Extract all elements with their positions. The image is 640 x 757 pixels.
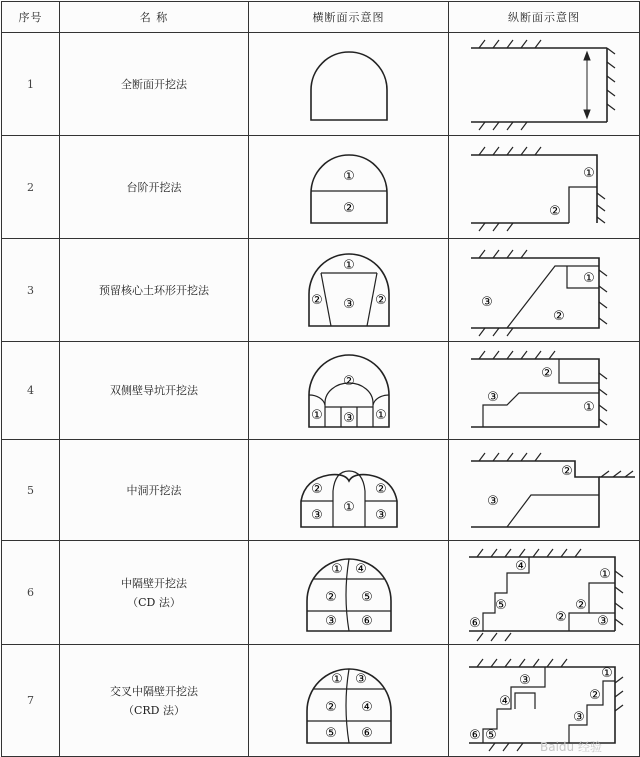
zone-mark: ⑤ [361,589,373,605]
longitudinal-cell [449,645,640,757]
rock-hatching [479,40,615,130]
cross-section-diagram [249,441,449,539]
method-name [60,342,249,440]
zone-mark: ④ [515,558,527,574]
longitudinal-cell [449,541,640,645]
row-num: 6 [2,541,60,645]
table-row [2,440,640,541]
full-face-outline [311,52,387,120]
zone-mark: ① [343,258,355,273]
table-row [2,342,640,440]
zone-mark: ② [561,464,573,479]
zone-mark: ③ [325,613,337,629]
rock-hatching [479,453,633,477]
row-num: 2 [2,136,60,239]
watermark: Baidu 经验 [540,739,602,754]
zone-mark: ⑤ [495,597,507,613]
zone-mark: ④ [499,693,511,709]
header-num: 序号 [2,2,60,33]
method-name-line: 中洞开挖法 [126,483,182,497]
zone-mark: ④ [361,699,373,715]
cross-section-diagram [249,34,449,134]
row-num: 5 [2,440,60,541]
zone-mark: ① [343,169,355,184]
zone-mark: ① [599,566,611,582]
zone-mark: ② [343,373,355,389]
zone-mark: ⑤ [325,725,337,741]
zone-mark: ② [311,293,323,308]
method-name [60,136,249,239]
zone-mark: ① [331,671,343,687]
method-name [60,239,249,342]
excavation-methods-table [1,1,640,757]
longitudinal-diagram [449,647,639,755]
row-num: 4 [2,342,60,440]
header-cross: 横断面示意图 [249,2,449,33]
zone-mark: ② [325,699,337,715]
method-name [60,645,249,757]
longitudinal-cell [449,342,640,440]
zone-mark: ⑥ [361,725,373,741]
zone-mark: ③ [487,494,499,509]
zone-mark: ① [343,500,355,515]
cross-section-diagram [249,343,449,439]
row-num: 1 [2,33,60,136]
zone-mark: ③ [573,709,585,725]
cross-section-cell [249,541,449,645]
table-row [2,33,640,136]
method-name [60,33,249,136]
method-name-line: 全断面开挖法 [121,77,187,91]
cross-section-cell [249,645,449,757]
longitudinal-diagram [449,543,639,643]
longitudinal-diagram [449,240,639,340]
method-name-abbr: （CD 法） [127,595,181,609]
zone-mark: ⑤ [485,727,497,743]
zone-mark: ② [555,609,567,625]
row-num: 3 [2,239,60,342]
zone-mark: ③ [487,389,499,405]
method-name [60,440,249,541]
cross-section-diagram [249,647,449,755]
zone-mark: ① [583,271,595,286]
method-name-line: 交叉中隔壁开挖法 [110,684,198,698]
zone-mark: ② [311,482,323,497]
zone-mark: ① [583,166,595,181]
cross-section-diagram [249,137,449,237]
zone-mark: ⑥ [361,613,373,629]
cross-section-cell [249,33,449,136]
header-row [2,2,640,33]
zone-mark: ② [575,597,587,613]
table-row [2,645,640,757]
longitudinal-cell [449,33,640,136]
zone-mark: ⑥ [469,615,481,631]
zone-mark: ③ [375,508,387,523]
zone-mark: ② [553,309,565,324]
zone-mark: ③ [311,508,323,523]
zone-mark: ① [375,407,387,423]
zone-mark: ② [375,293,387,308]
longitudinal-diagram [449,343,639,439]
header-name: 名 称 [60,2,249,33]
method-name-abbr: （CRD 法） [122,703,185,717]
cross-section-cell [249,239,449,342]
zone-mark: ① [311,407,323,423]
zone-mark: ⑥ [469,727,481,743]
longitudinal-diagram [449,137,639,237]
zone-mark: ② [589,687,601,703]
longitudinal-diagram [449,441,639,539]
longitudinal-diagram [449,34,639,134]
zone-mark: ③ [343,410,355,426]
longitudinal-cell [449,239,640,342]
zone-mark: ② [325,589,337,605]
zone-mark: ① [331,561,343,577]
zone-mark: ③ [519,672,531,688]
cross-section-cell [249,342,449,440]
zone-mark: ③ [597,613,609,629]
zone-mark: ② [375,482,387,497]
zone-mark: ③ [343,297,355,312]
zone-mark: ① [601,665,613,681]
table-row [2,136,640,239]
cross-section-cell [249,136,449,239]
zone-mark: ① [583,399,595,415]
method-name [60,541,249,645]
zone-mark: ② [541,365,553,381]
cross-section-cell [249,440,449,541]
longitudinal-cell [449,440,640,541]
zone-mark: ② [549,204,561,219]
cross-section-diagram [249,543,449,643]
method-name-line: 台阶开挖法 [126,180,182,194]
row-num: 7 [2,645,60,757]
zone-mark: ④ [355,561,367,577]
rock-hatching [479,147,605,231]
longitudinal-cell [449,136,640,239]
method-name-line: 中隔壁开挖法 [121,576,187,590]
zone-mark: ② [343,201,355,216]
zone-mark: ③ [481,295,493,310]
height-dimension-arrow [584,52,590,118]
table-row [2,541,640,645]
method-name-line: 双侧壁导坑开挖法 [110,384,198,397]
table-row [2,239,640,342]
rock-hatching [479,250,607,336]
cross-section-diagram [249,240,449,340]
header-long: 纵断面示意图 [449,2,640,33]
zone-mark: ③ [355,671,367,687]
method-name-line: 预留核心土环形开挖法 [99,283,209,297]
